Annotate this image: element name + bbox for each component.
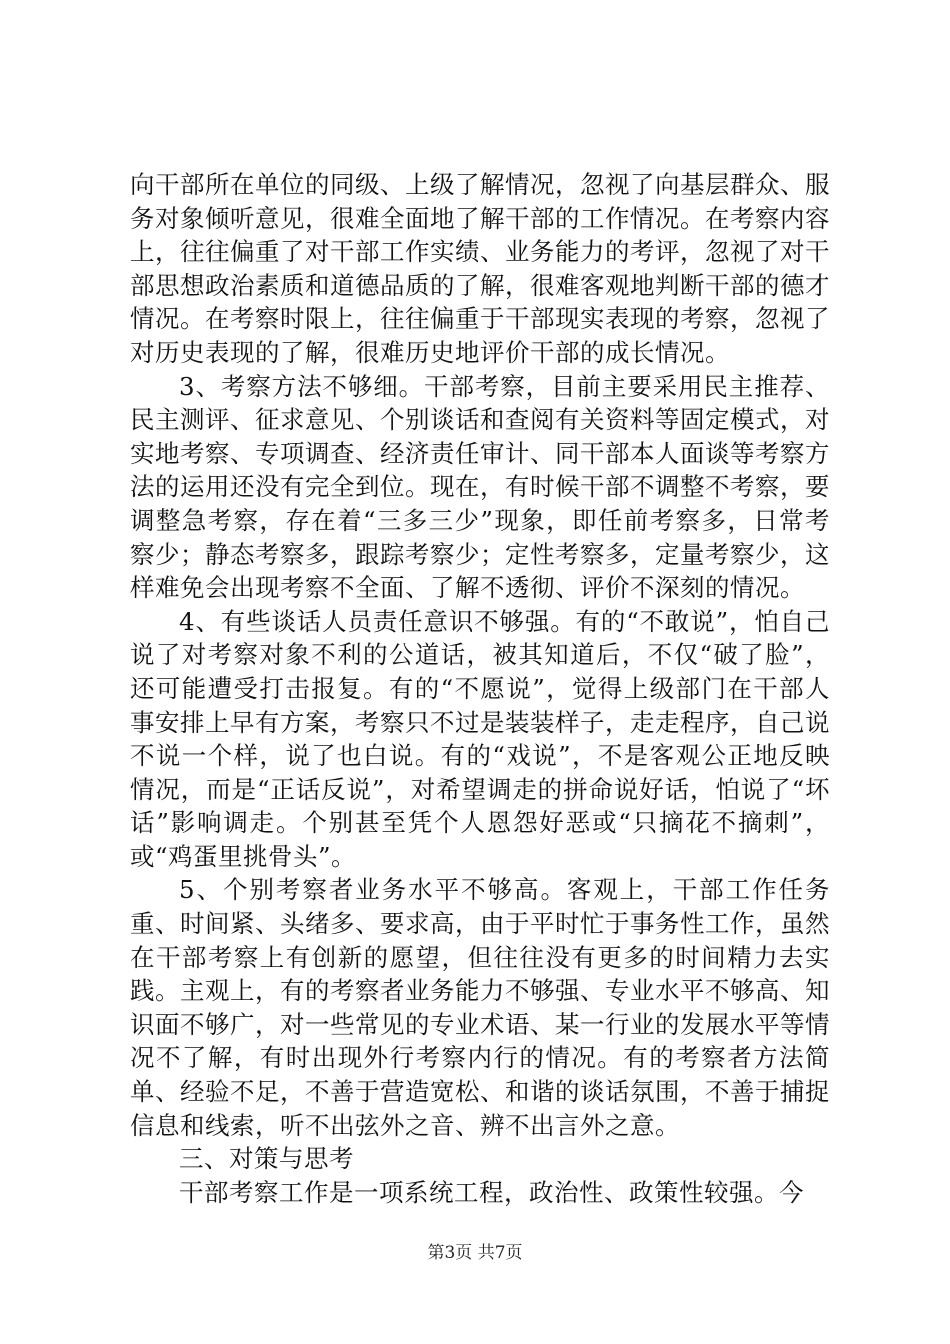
section-heading: 三、对策与思考: [179, 1144, 354, 1174]
document-body: [130, 168, 830, 1209]
paragraph-point-3: 3、考察方法不够细。干部考察，目前主要采用民主推荐、民主测评、征求意见、个别谈话和查阅有关资料等固定模式，对实地考察、专项调查、经济责任审计、同干部本人面谈等考察方法的运用还没有完全到位。现在，有时候干部不调整不考察，要调整急考察，存在着“三多三少”现象，即任前考察多，日常考察少；静态考察多，跟踪考察少；定性考察多，定量考察少，这样难免会出现考察不全面、了解不透彻、评价不深刻的情况。: [130, 371, 830, 603]
page-number-footer: 第3页 共7页: [427, 1243, 523, 1263]
paragraph-point-4: 4、有些谈话人员责任意识不够强。有的“不敢说”，怕自己说了对考察对象不利的公道话，被其知道后，不仅“破了脸”，还可能遭受打击报复。有的“不愿说”，觉得上级部门在干部人事安排上早有方案，考察只不过是装装样子，走走程序，自己说不说一个样，说了也白说。有的“戏说”，不是客观公正地反映情况，而是“正话反说”，对希望调走的拼命说好话，怕说了“坏话”影响调走。个别甚至凭个人恩怨好恶或“只摘花不摘刺”，或“鸡蛋里挑骨头”。: [130, 606, 830, 871]
paragraph-intro: 干部考察工作是一项系统工程，政治性、政策性较强。今: [179, 1177, 804, 1207]
paragraph-continuation: 向干部所在单位的同级、上级了解情况，忽视了向基层群众、服务对象倾听意见，很难全面地了解干部的工作情况。在考察内容上，往往偏重了对干部工作实绩、业务能力的考评，忽视了对干部思想政治素质和道德品质的了解，很难客观地判断干部的德才情况。在考察时限上，往往偏重于干部现实表现的考察，忽视了对历史表现的了解，很难历史地评价干部的成长情况。: [130, 170, 830, 367]
paragraph-point-5: 5、个别考察者业务水平不够高。客观上，干部工作任务重、时间紧、头绪多、要求高，由于平时忙于事务性工作，虽然在干部考察上有创新的愿望，但往往没有更多的时间精力去实践。主观上，有的考察者业务能力不够强、专业水平不够高、知识面不够广，对一些常见的专业术语、某一行业的发展水平等情况不了解，有时出现外行考察内行的情况。有的考察者方法简单、经验不足，不善于营造宽松、和谐的谈话氛围，不善于捕捉信息和线索，听不出弦外之音、辨不出言外之意。: [130, 875, 830, 1140]
